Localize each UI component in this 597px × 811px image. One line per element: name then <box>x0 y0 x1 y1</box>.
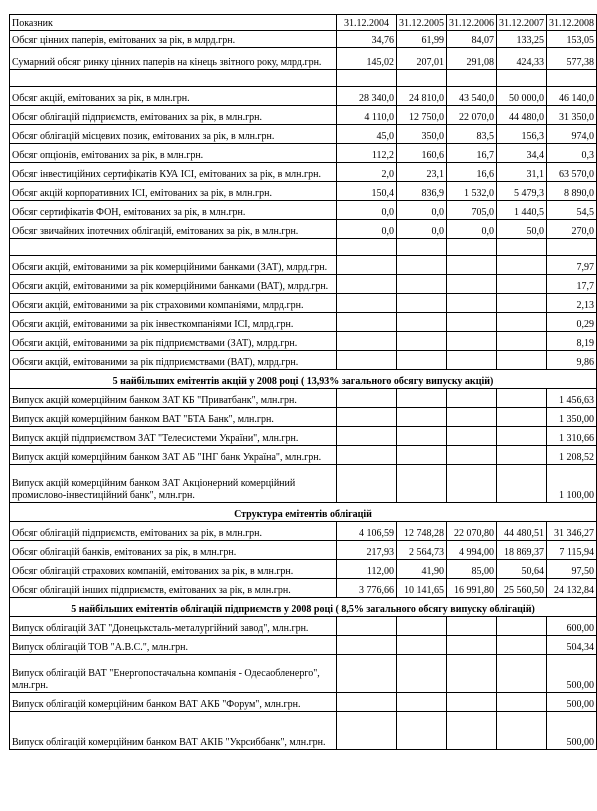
table-row <box>10 313 597 332</box>
value-cell: 0,0 <box>337 201 397 220</box>
value-cell <box>397 275 447 294</box>
table-row <box>10 389 597 408</box>
value-cell: 83,5 <box>447 125 497 144</box>
table-row <box>10 636 597 655</box>
row-label: Обсяг звичайних іпотечних облігацій, емітованих за рік, в млн.грн. <box>10 220 337 239</box>
value-cell <box>447 351 497 370</box>
value-cell <box>447 693 497 712</box>
value-cell: 217,93 <box>337 541 397 560</box>
value-cell: 9,86 <box>547 351 597 370</box>
value-cell: 1 310,66 <box>547 427 597 446</box>
value-cell <box>397 655 447 693</box>
header-year-cell: 31.12.2007 <box>497 15 547 31</box>
value-cell: 84,07 <box>447 31 497 48</box>
value-cell <box>497 313 547 332</box>
value-cell <box>447 636 497 655</box>
value-cell <box>337 655 397 693</box>
empty-cell <box>10 239 337 256</box>
row-label: Обсяг опціонів, емітованих за рік, в млн.грн. <box>10 144 337 163</box>
value-cell: 12 750,0 <box>397 106 447 125</box>
row-label: Обсяги акцій, емітованими за рік інвесткомпаніями ІСІ, млрд.грн. <box>10 313 337 332</box>
value-cell: 23,1 <box>397 163 447 182</box>
header-year-cell: 31.12.2006 <box>447 15 497 31</box>
value-cell <box>397 465 447 503</box>
table-row <box>10 106 597 125</box>
table-row <box>10 351 597 370</box>
value-cell: 504,34 <box>547 636 597 655</box>
value-cell: 34,4 <box>497 144 547 163</box>
value-cell <box>397 427 447 446</box>
row-label: Випуск облігацій ТОВ "А.В.С.", млн.грн. <box>10 636 337 655</box>
row-label: Обсяг облігацій інших підприємств, емітованих за рік, в млн.грн. <box>10 579 337 598</box>
value-cell: 54,5 <box>547 201 597 220</box>
row-label: Випуск акцій підприємством ЗАТ "Телесистеми України", млн.грн. <box>10 427 337 446</box>
section-header-row <box>10 598 597 617</box>
table-row <box>10 693 597 712</box>
row-label: Випуск акцій комерційним банком ВАТ "БТА Банк", млн.грн. <box>10 408 337 427</box>
value-cell <box>447 655 497 693</box>
value-cell <box>397 256 447 275</box>
value-cell: 31 346,27 <box>547 522 597 541</box>
empty-cell <box>547 70 597 87</box>
table-row <box>10 541 597 560</box>
value-cell: 500,00 <box>547 693 597 712</box>
value-cell: 17,7 <box>547 275 597 294</box>
value-cell <box>497 465 547 503</box>
value-cell <box>337 446 397 465</box>
section-title: Структура емітентів облігацій <box>10 503 597 522</box>
row-label: Обсяги акцій, емітованими за рік страховими компаніями, млрд.грн. <box>10 294 337 313</box>
value-cell <box>497 446 547 465</box>
value-cell <box>447 617 497 636</box>
value-cell <box>497 636 547 655</box>
value-cell <box>447 256 497 275</box>
value-cell <box>447 446 497 465</box>
value-cell: 1 532,0 <box>447 182 497 201</box>
empty-cell <box>447 70 497 87</box>
value-cell <box>397 332 447 351</box>
header-label-cell: Показник <box>10 15 337 31</box>
value-cell <box>397 294 447 313</box>
value-cell: 3 776,66 <box>337 579 397 598</box>
row-label: Випуск облігацій комерційним банком ВАТ АКБ "Форум", млн.грн. <box>10 693 337 712</box>
value-cell <box>397 389 447 408</box>
row-label: Випуск облігацій комерційним банком ВАТ АКІБ "Укрсиббанк", млн.грн. <box>10 712 337 750</box>
table-row <box>10 617 597 636</box>
empty-cell <box>547 239 597 256</box>
value-cell: 424,33 <box>497 48 547 70</box>
value-cell: 4 994,00 <box>447 541 497 560</box>
section-header-row <box>10 370 597 389</box>
value-cell <box>337 712 397 750</box>
value-cell <box>497 617 547 636</box>
empty-cell <box>337 70 397 87</box>
value-cell <box>337 351 397 370</box>
value-cell: 41,90 <box>397 560 447 579</box>
empty-cell <box>497 70 547 87</box>
value-cell: 1 456,63 <box>547 389 597 408</box>
value-cell: 133,25 <box>497 31 547 48</box>
value-cell: 45,0 <box>337 125 397 144</box>
row-label: Сумарний обсяг ринку цінних паперів на кінець звітного року, млрд.грн. <box>10 48 337 70</box>
value-cell <box>497 389 547 408</box>
statistics-table <box>9 14 597 750</box>
value-cell: 270,0 <box>547 220 597 239</box>
value-cell: 50,0 <box>497 220 547 239</box>
table-row <box>10 256 597 275</box>
value-cell: 7,97 <box>547 256 597 275</box>
value-cell <box>397 617 447 636</box>
value-cell <box>397 712 447 750</box>
value-cell: 0,29 <box>547 313 597 332</box>
empty-cell <box>397 239 447 256</box>
table-row <box>10 163 597 182</box>
table-row <box>10 87 597 106</box>
value-cell: 150,4 <box>337 182 397 201</box>
value-cell: 500,00 <box>547 655 597 693</box>
value-cell: 350,0 <box>397 125 447 144</box>
table-row <box>10 522 597 541</box>
value-cell <box>497 712 547 750</box>
value-cell: 18 869,37 <box>497 541 547 560</box>
value-cell: 0,0 <box>337 220 397 239</box>
value-cell: 974,0 <box>547 125 597 144</box>
value-cell: 25 560,50 <box>497 579 547 598</box>
value-cell: 0,0 <box>447 220 497 239</box>
value-cell <box>337 332 397 351</box>
value-cell <box>497 351 547 370</box>
table-row <box>10 427 597 446</box>
value-cell: 63 570,0 <box>547 163 597 182</box>
value-cell <box>397 446 447 465</box>
row-label: Обсяг облігацій страхових компаній, емітованих за рік, в млн.грн. <box>10 560 337 579</box>
value-cell: 16,7 <box>447 144 497 163</box>
row-label: Випуск облігацій ВАТ "Енергопостачальна компанія - Одесаобленерго", млн.грн. <box>10 655 337 693</box>
value-cell: 12 748,28 <box>397 522 447 541</box>
value-cell <box>337 465 397 503</box>
value-cell: 160,6 <box>397 144 447 163</box>
value-cell: 156,3 <box>497 125 547 144</box>
value-cell <box>337 408 397 427</box>
header-year-cell: 31.12.2004 <box>337 15 397 31</box>
value-cell: 22 070,0 <box>447 106 497 125</box>
row-label: Обсяги акцій, емітованими за рік підприємствами (ВАТ), млрд.грн. <box>10 351 337 370</box>
row-label: Обсяг сертифікатів ФОН, емітованих за рік, в млн.грн. <box>10 201 337 220</box>
row-label: Обсяг цінних паперів, емітованих за рік, в млрд.грн. <box>10 31 337 48</box>
value-cell <box>497 275 547 294</box>
empty-cell <box>447 239 497 256</box>
value-cell: 28 340,0 <box>337 87 397 106</box>
value-cell: 44 480,51 <box>497 522 547 541</box>
row-label: Випуск акцій комерційним банком ЗАТ Акціонерний комерційний промислово-інвестиційний банк", млн.грн. <box>10 465 337 503</box>
row-label: Обсяг інвестиційних сертифікатів КУА ІСІ, емітованих за рік, в млн.грн. <box>10 163 337 182</box>
value-cell <box>337 256 397 275</box>
table-row <box>10 446 597 465</box>
empty-cell <box>10 70 337 87</box>
header-row <box>10 15 597 31</box>
value-cell <box>397 313 447 332</box>
table-row <box>10 220 597 239</box>
row-label: Обсяг акцій, емітованих за рік, в млн.грн. <box>10 87 337 106</box>
value-cell <box>447 427 497 446</box>
value-cell: 61,99 <box>397 31 447 48</box>
empty-cell <box>337 239 397 256</box>
value-cell <box>497 408 547 427</box>
value-cell <box>447 275 497 294</box>
header-year-cell: 31.12.2005 <box>397 15 447 31</box>
value-cell <box>447 313 497 332</box>
value-cell <box>447 408 497 427</box>
row-label: Обсяг облігацій підприємств, емітованих за рік, в млн.грн. <box>10 106 337 125</box>
value-cell <box>337 313 397 332</box>
value-cell <box>337 275 397 294</box>
value-cell <box>447 332 497 351</box>
value-cell: 0,0 <box>397 201 447 220</box>
value-cell <box>337 693 397 712</box>
value-cell: 145,02 <box>337 48 397 70</box>
value-cell <box>397 636 447 655</box>
row-label: Випуск акцій комерційним банком ЗАТ КБ "Приватбанк", млн.грн. <box>10 389 337 408</box>
value-cell: 31,1 <box>497 163 547 182</box>
value-cell: 34,76 <box>337 31 397 48</box>
table-row <box>10 144 597 163</box>
value-cell: 600,00 <box>547 617 597 636</box>
value-cell: 153,05 <box>547 31 597 48</box>
value-cell: 0,0 <box>397 220 447 239</box>
value-cell: 43 540,0 <box>447 87 497 106</box>
value-cell <box>337 389 397 408</box>
value-cell <box>447 294 497 313</box>
value-cell: 1 208,52 <box>547 446 597 465</box>
value-cell <box>337 427 397 446</box>
value-cell: 10 141,65 <box>397 579 447 598</box>
empty-cell <box>497 239 547 256</box>
value-cell <box>447 389 497 408</box>
section-title: 5 найбільших емітентів акцій у 2008 році ( 13,93% загального обсягу випуску акцій) <box>10 370 597 389</box>
value-cell <box>337 294 397 313</box>
value-cell <box>497 294 547 313</box>
value-cell <box>397 408 447 427</box>
value-cell <box>497 427 547 446</box>
row-label: Обсяг облігацій місцевих позик, емітованих за рік, в млн.грн. <box>10 125 337 144</box>
value-cell <box>397 693 447 712</box>
value-cell <box>337 617 397 636</box>
table-row <box>10 332 597 351</box>
table-row <box>10 182 597 201</box>
value-cell: 2 564,73 <box>397 541 447 560</box>
value-cell: 4 110,0 <box>337 106 397 125</box>
blank-row <box>10 239 597 256</box>
table-row <box>10 465 597 503</box>
table-row <box>10 201 597 220</box>
table-row <box>10 579 597 598</box>
value-cell: 836,9 <box>397 182 447 201</box>
value-cell: 97,50 <box>547 560 597 579</box>
table-body <box>10 15 597 750</box>
value-cell <box>497 256 547 275</box>
value-cell <box>337 636 397 655</box>
value-cell <box>497 655 547 693</box>
row-label: Обсяг облігацій підприємств, емітованих за рік, в млн.грн. <box>10 522 337 541</box>
value-cell: 44 480,0 <box>497 106 547 125</box>
row-label: Обсяг акцій корпоративних ІСІ, емітованих за рік, в млн.грн. <box>10 182 337 201</box>
value-cell: 291,08 <box>447 48 497 70</box>
value-cell: 5 479,3 <box>497 182 547 201</box>
value-cell: 577,38 <box>547 48 597 70</box>
value-cell: 2,13 <box>547 294 597 313</box>
value-cell: 46 140,0 <box>547 87 597 106</box>
value-cell: 85,00 <box>447 560 497 579</box>
value-cell: 0,3 <box>547 144 597 163</box>
value-cell: 7 115,94 <box>547 541 597 560</box>
table-row <box>10 655 597 693</box>
value-cell: 500,00 <box>547 712 597 750</box>
table-row <box>10 275 597 294</box>
value-cell <box>497 693 547 712</box>
value-cell: 8,19 <box>547 332 597 351</box>
header-year-cell: 31.12.2008 <box>547 15 597 31</box>
row-label: Обсяги акцій, емітованими за рік комерційними банками (ЗАТ), млрд.грн. <box>10 256 337 275</box>
value-cell <box>447 712 497 750</box>
table-row <box>10 408 597 427</box>
value-cell: 207,01 <box>397 48 447 70</box>
value-cell: 8 890,0 <box>547 182 597 201</box>
value-cell: 50 000,0 <box>497 87 547 106</box>
section-title: 5 найбільших емітентів облігацій підприємств у 2008 році ( 8,5% загального обсягу випуску облігацій) <box>10 598 597 617</box>
value-cell: 112,2 <box>337 144 397 163</box>
value-cell: 22 070,80 <box>447 522 497 541</box>
value-cell: 4 106,59 <box>337 522 397 541</box>
value-cell: 1 440,5 <box>497 201 547 220</box>
table-row <box>10 48 597 70</box>
blank-row <box>10 70 597 87</box>
value-cell: 31 350,0 <box>547 106 597 125</box>
row-label: Обсяг облігацій банків, емітованих за рік, в млн.грн. <box>10 541 337 560</box>
empty-cell <box>397 70 447 87</box>
value-cell: 112,00 <box>337 560 397 579</box>
value-cell <box>447 465 497 503</box>
table-row <box>10 560 597 579</box>
value-cell: 1 100,00 <box>547 465 597 503</box>
table-row <box>10 31 597 48</box>
section-header-row <box>10 503 597 522</box>
value-cell <box>397 351 447 370</box>
table-row <box>10 125 597 144</box>
value-cell: 16 991,80 <box>447 579 497 598</box>
table-row <box>10 294 597 313</box>
row-label: Випуск облігацій ЗАТ "Донецьксталь-металургійний завод", млн.грн. <box>10 617 337 636</box>
value-cell: 705,0 <box>447 201 497 220</box>
value-cell: 24 132,84 <box>547 579 597 598</box>
value-cell: 50,64 <box>497 560 547 579</box>
value-cell: 16,6 <box>447 163 497 182</box>
value-cell <box>497 332 547 351</box>
value-cell: 24 810,0 <box>397 87 447 106</box>
value-cell: 1 350,00 <box>547 408 597 427</box>
row-label: Обсяги акцій, емітованими за рік підприємствами (ЗАТ), млрд.грн. <box>10 332 337 351</box>
row-label: Обсяги акцій, емітованими за рік комерційними банками (ВАТ), млрд.грн. <box>10 275 337 294</box>
row-label: Випуск акцій комерційним банком ЗАТ АБ "ІНГ банк Україна", млн.грн. <box>10 446 337 465</box>
table-row <box>10 712 597 750</box>
value-cell: 2,0 <box>337 163 397 182</box>
